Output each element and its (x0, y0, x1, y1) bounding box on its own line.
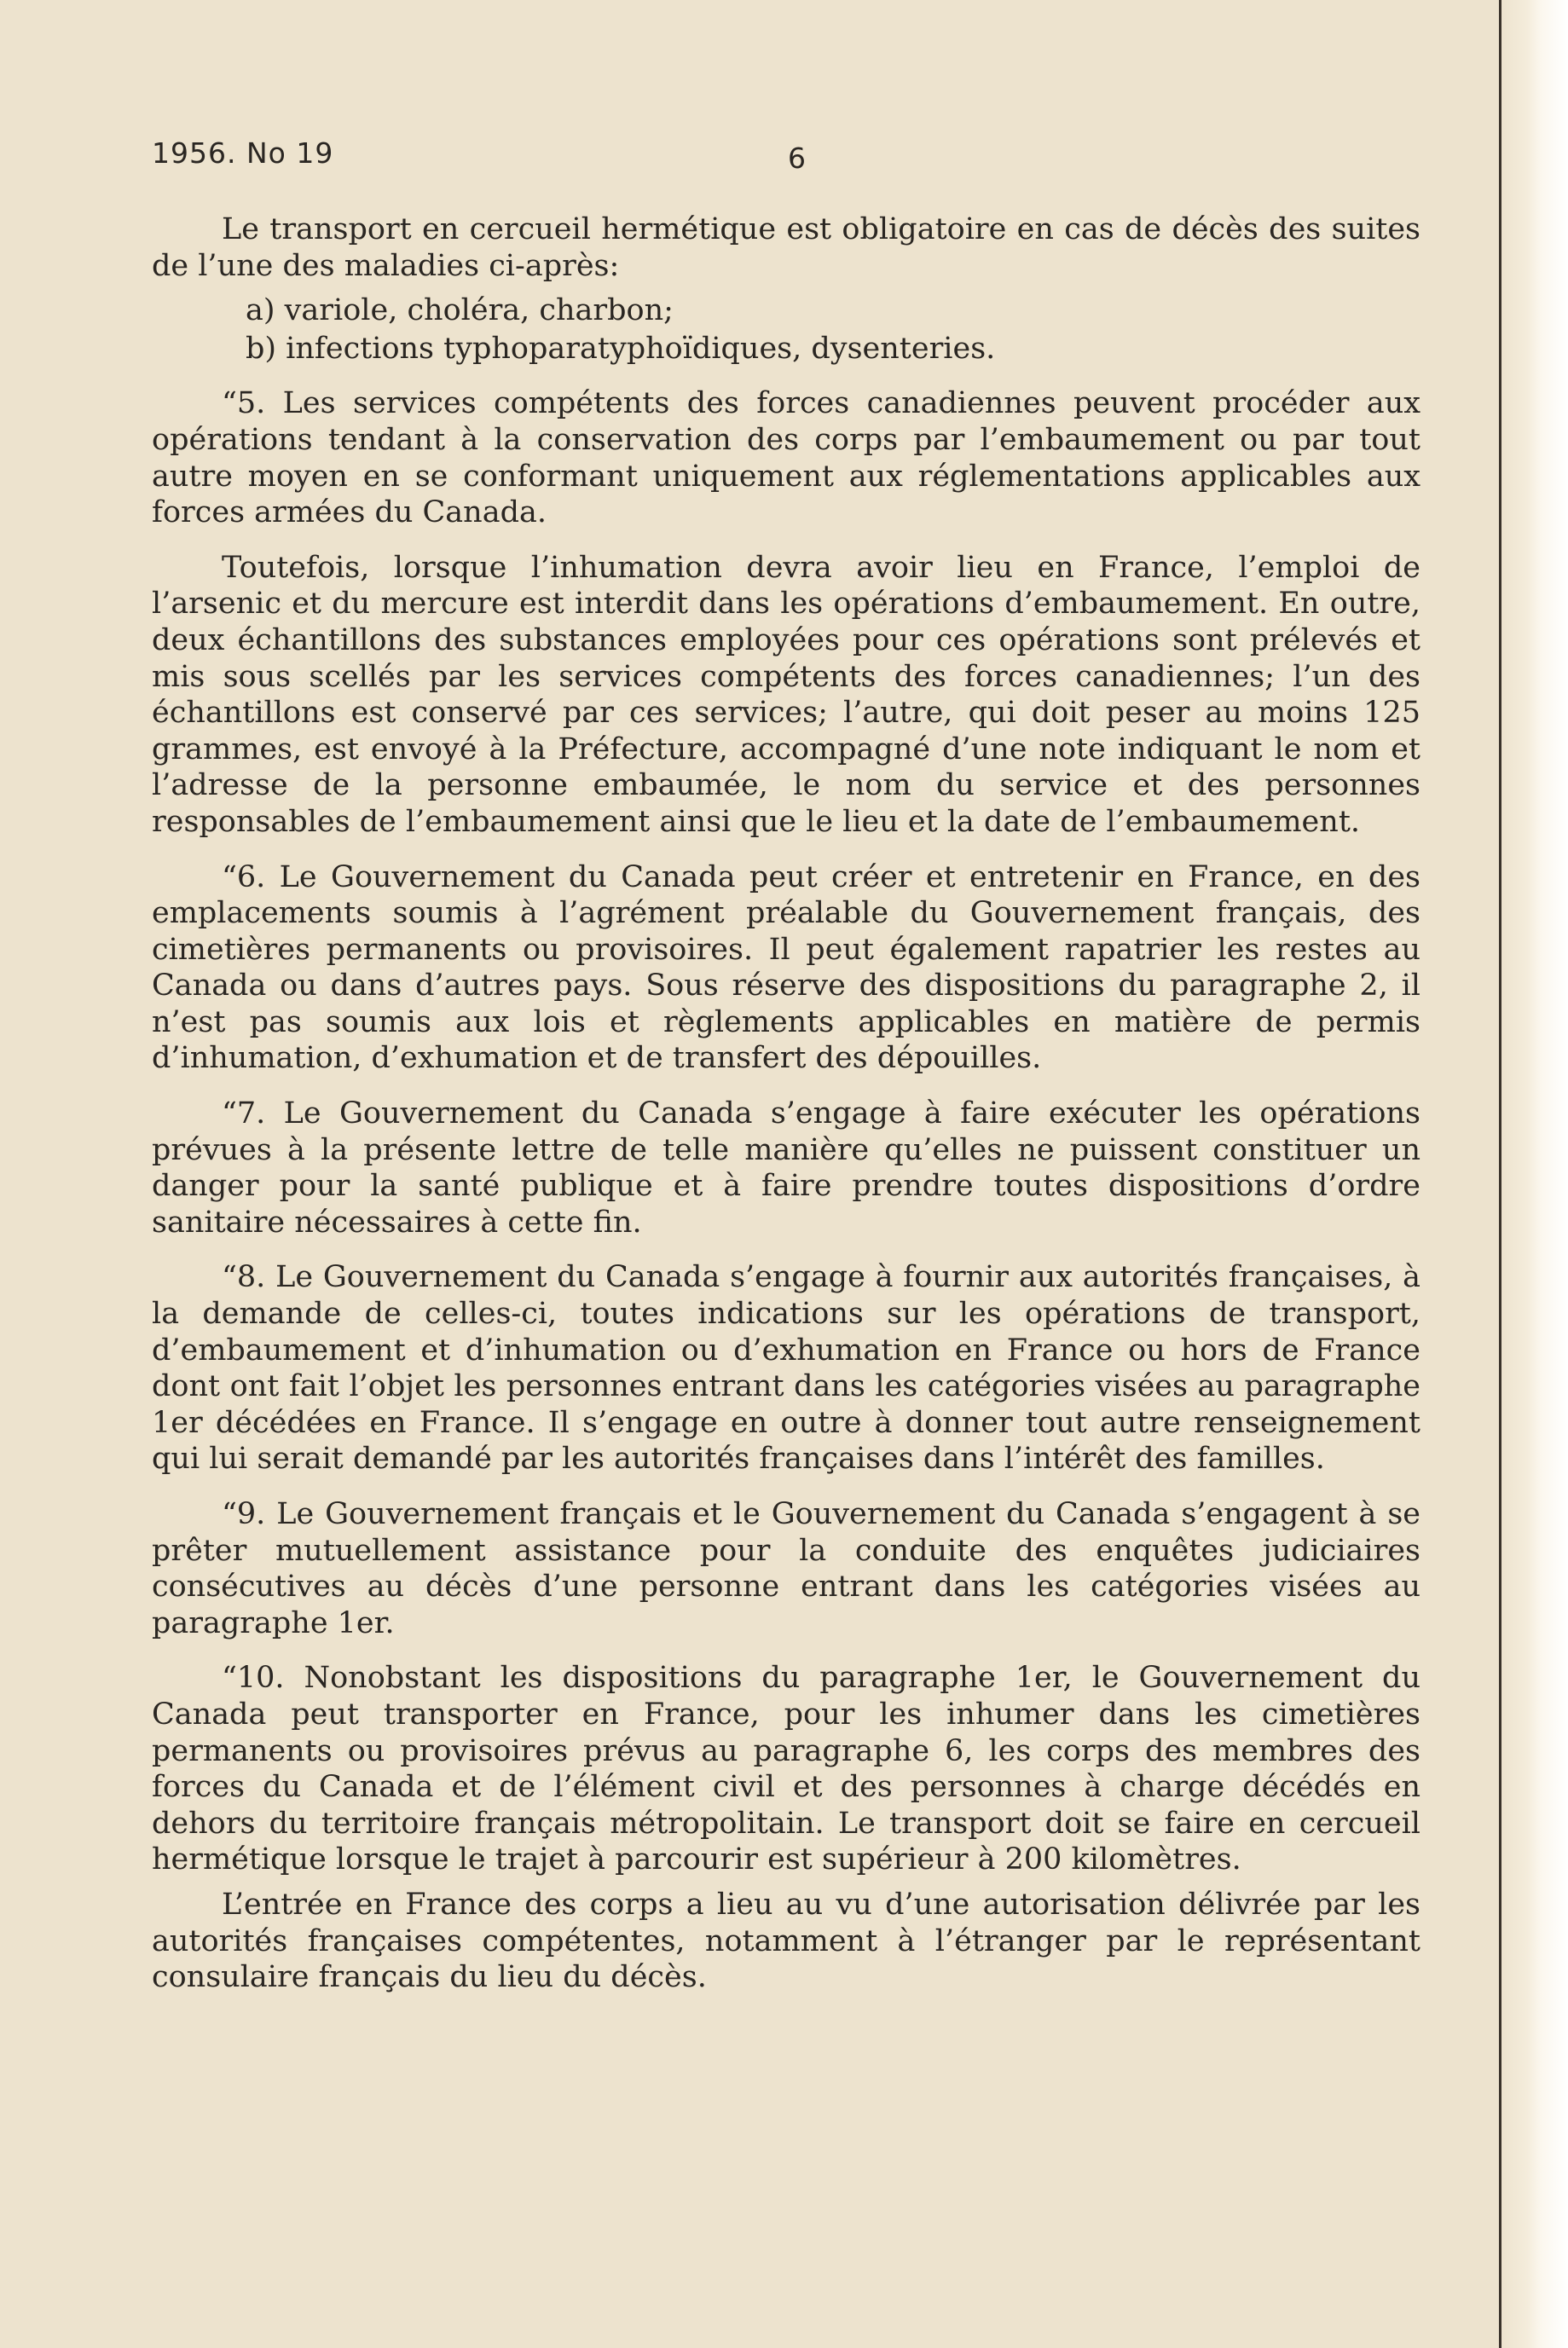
list-item-b: b) infections typhoparatyphoïdiques, dysenteries. (246, 331, 996, 366)
document-reference: 1956. No 19 (152, 136, 334, 170)
paragraph-5: “5. Les services compétents des forces canadiennes peuvent procéder aux opérations tendant à la conservation des corps par l’embaumement ou par tout autre moyen en se conformant uniquement aux réglementations applicables aux forces armées du Canada. (152, 386, 1420, 530)
page-body (152, 211, 1420, 2015)
paragraph-5-continued: Toutefois, lorsque l’inhumation devra avoir lieu en France, l’emploi de l’arsenic et du mercure est interdit dans les opérations d’embaumement. En outre, deux échantillons des substances employées pour ces opérations sont prélevés et mis sous scellés par les services compétents des forces canadiennes; l’un des échantillons est conservé par ces services; l’autre, qui doit peser au moins 125 grammes, est envoyé à la Préfecture, accompagné d’une note indiquant le nom et l’adresse de la personne embaumée, le nom du service et des personnes responsables de l’embaumement ainsi que le lieu et la date de l’embaumement. (152, 550, 1420, 839)
paragraph-9: “9. Le Gouvernement français et le Gouvernement du Canada s’engagent à se prêter mutuellement assistance pour la conduite des enquêtes judiciaires consécutives au décès d’une personne entrant dans les catégories visées au paragraphe 1er. (152, 1497, 1420, 1640)
paragraph-8: “8. Le Gouvernement du Canada s’engage à fournir aux autorités françaises, à la demande de celles-ci, toutes indications sur les opérations de transport, d’embaumement et d’inhumation ou d’exhumation en France ou hors de France dont ont fait l’objet les personnes entrant dans les catégories visées au paragraphe 1er décédées en France. Il s’engage en outre à donner tout autre renseignement qui lui serait demandé par les autorités françaises dans l’intérêt des familles. (152, 1260, 1420, 1477)
paragraph-10: “10. Nonobstant les dispositions du paragraphe 1er, le Gouvernement du Canada peut transporter en France, pour les inhumer dans les cimetières permanents ou provisoires prévus au paragraphe 6, les corps des membres des forces du Canada et de l’élément civil et des personnes à charge décédés en dehors du territoire français métropolitain. Le transport doit se faire en cercueil hermétique lorsque le trajet à parcourir est supérieur à 200 kilomètres. (152, 1661, 1420, 1877)
paragraph-7: “7. Le Gouvernement du Canada s’engage à faire exécuter les opérations prévues à la présente lettre de telle manière qu’elles ne puissent constituer un danger pour la santé publique et à faire prendre toutes dispositions d’ordre sanitaire nécessaires à cette fin. (152, 1096, 1420, 1240)
list-item-a: a) variole, choléra, charbon; (246, 293, 674, 328)
paragraph-transport-rule: Le transport en cercueil hermétique est obligatoire en cas de décès des suites de l’une des maladies ci-après: (152, 212, 1420, 283)
paragraph-6: “6. Le Gouvernement du Canada peut créer et entretenir en France, en des emplacements soumis à l’agrément préalable du Gouvernement français, des cimetières permanents ou provisoires. Il peut également rapatrier les restes au Canada ou dans d’autres pays. Sous réserve des dispositions du paragraphe 2, il n’est pas soumis aux lois et règlements applicables en matière de permis d’inhumation, d’exhumation et de transfert des dépouilles. (152, 859, 1420, 1076)
page-number: 6 (788, 142, 807, 175)
page-edge (1500, 0, 1568, 2348)
page-header (152, 136, 1431, 179)
binding-edge (1499, 0, 1501, 2348)
paragraph-10-continued: L’entrée en France des corps a lieu au vu d’une autorisation délivrée par les autorités françaises compétentes, notamment à l’étranger par le représentant consulaire français du lieu du décès. (152, 1887, 1420, 1995)
